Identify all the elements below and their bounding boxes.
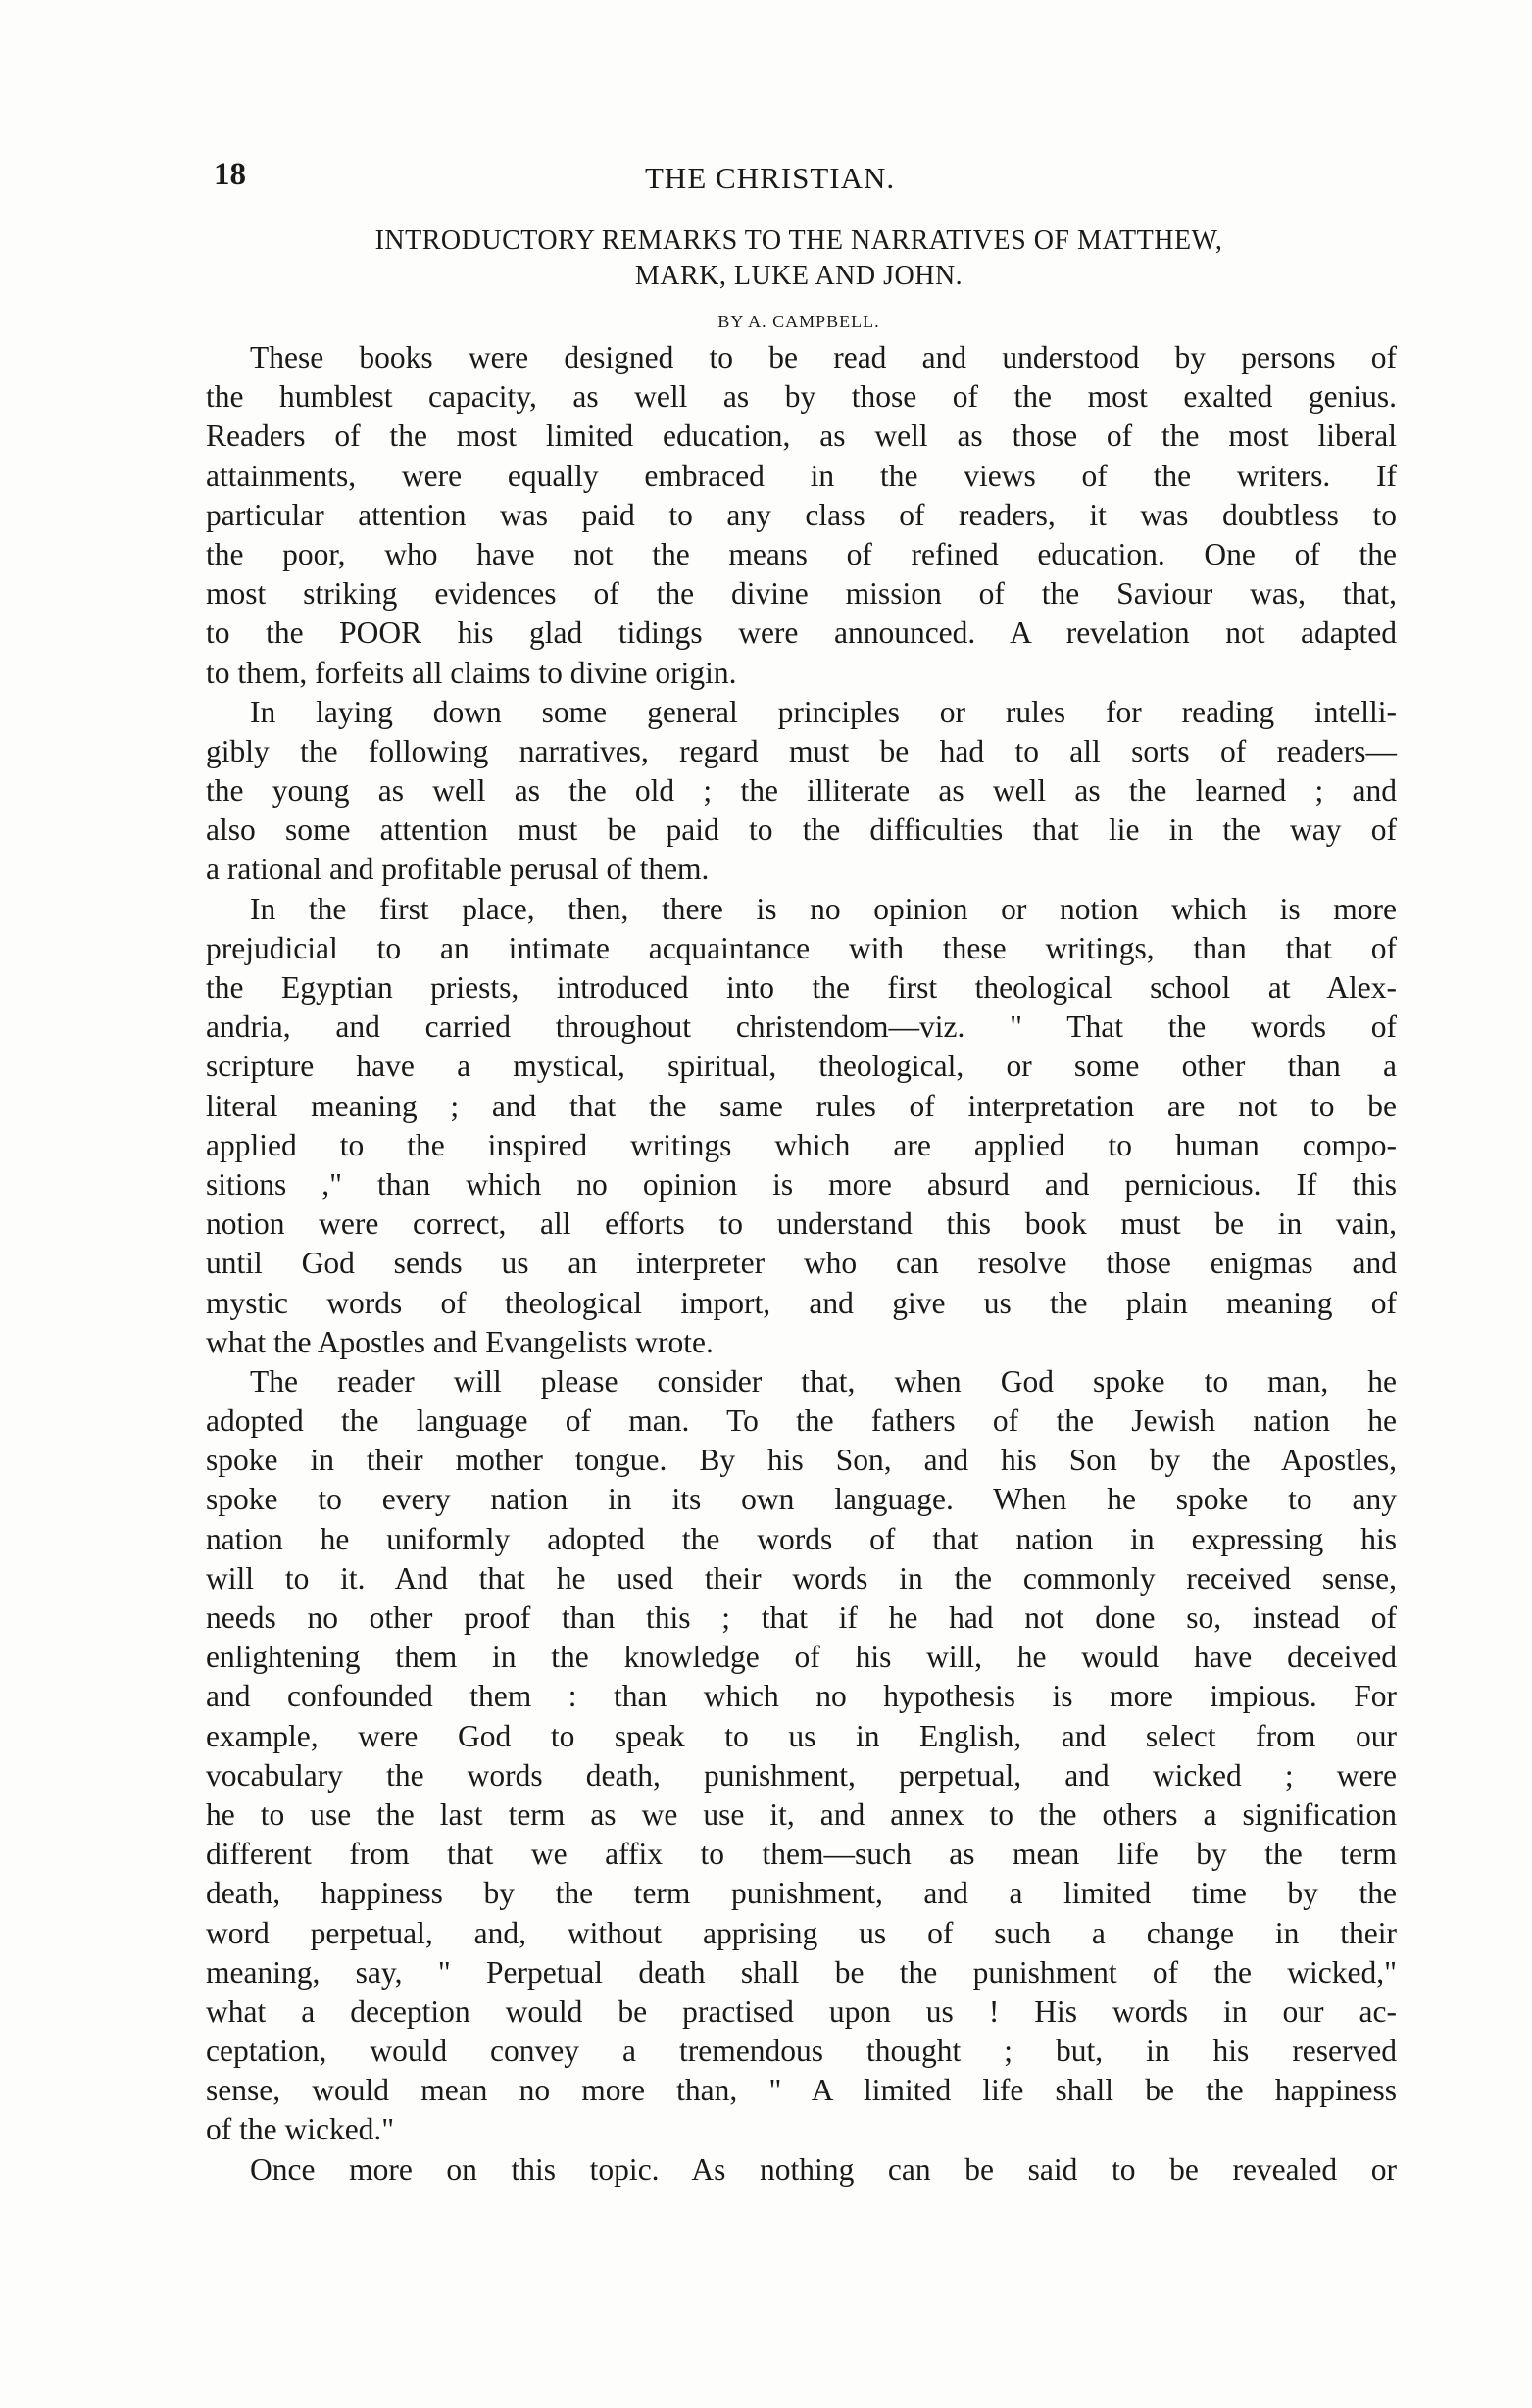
page-number: 18 (214, 157, 246, 192)
text-line: the poor, who have not the means of refined education. One of the (206, 536, 1397, 571)
text-line: notion were correct, all efforts to understand this book must be in vain, (206, 1206, 1397, 1242)
text-line: gibly the following narratives, regard must be had to all sorts of readers— (206, 733, 1397, 768)
text-line: Readers of the most limited education, as well as those of the most liberal (206, 418, 1397, 454)
article-title (196, 223, 1402, 294)
text-line: of the wicked." (206, 2112, 395, 2147)
text-line: also some attention must be paid to the difficulties that lie in the way of (206, 812, 1397, 848)
text-line: nation he uniformly adopted the words of that nation in expressing his (206, 1521, 1397, 1556)
text-line: different from that we affix to them—such as mean life by the term (206, 1837, 1397, 1872)
byline: BY A. CAMPBELL. (717, 312, 880, 331)
text-line: most striking evidences of the divine mission of the Saviour was, that, (206, 576, 1397, 612)
text-line: what a deception would be practised upon us ! His words in our ac- (206, 1993, 1397, 2029)
text-line: sitions ," than which no opinion is more absurd and pernicious. If this (206, 1166, 1397, 1202)
text-line: andria, and carried throughout christendom—viz. " That the words of (206, 1009, 1397, 1045)
text-line: spoke to every nation in its own language. When he spoke to any (206, 1482, 1397, 1517)
text-line: literal meaning ; and that the same rules of interpretation are not to be (206, 1088, 1397, 1123)
text-line: the young as well as the old ; the illiterate as well as the learned ; and (206, 773, 1397, 809)
text-line: adopted the language of man. To the fathers of the Jewish nation he (206, 1403, 1397, 1439)
text-line: example, were God to speak to us in English, and select from our (206, 1718, 1397, 1753)
text-line: he to use the last term as we use it, and annex to the others a signification (206, 1796, 1397, 1832)
text-line: will to it. And that he used their words in the commonly received sense, (206, 1560, 1397, 1596)
text-line: The reader will please consider that, when God spoke to man, he (250, 1363, 1397, 1399)
text-line: the Egyptian priests, introduced into the first theological school at Alex- (206, 970, 1397, 1005)
text-line: and confounded them : than which no hypothesis is more impious. For (206, 1679, 1397, 1714)
text-line: vocabulary the words death, punishment, perpetual, and wicked ; were (206, 1757, 1397, 1793)
text-line: particular attention was paid to any class of readers, it was doubtless to (206, 497, 1397, 532)
text-line: to the POOR his glad tidings were announced. A revelation not adapted (206, 615, 1397, 651)
text-line: until God sends us an interpreter who can resolve those enigmas and (206, 1246, 1397, 1281)
text-line: scripture have a mystical, spiritual, theological, or some other than a (206, 1049, 1397, 1084)
text-line: In laying down some general principles or rules for reading intelli- (250, 694, 1397, 729)
text-line: death, happiness by the term punishment, and a limited time by the (206, 1876, 1397, 1911)
text-line: applied to the inspired writings which are applied to human compo- (206, 1127, 1397, 1162)
text-line: to them, forfeits all claims to divine origin. (206, 655, 737, 690)
text-line: These books were designed to be read and understood by persons of (250, 340, 1397, 374)
text-line: a rational and profitable perusal of them. (206, 852, 710, 887)
body-text (206, 338, 1397, 2189)
text-line: mystic words of theological import, and give us the plain meaning of (206, 1285, 1397, 1320)
text-line: spoke in their mother tongue. By his Son, and his Son by the Apostles, (206, 1443, 1397, 1478)
text-line: the humblest capacity, as well as by those of the most exalted genius. (206, 379, 1397, 415)
title-line: INTRODUCTORY REMARKS TO THE NARRATIVES OF MATTHEW, (374, 225, 1223, 256)
text-line: ceptation, would convey a tremendous thought ; but, in his reserved (206, 2034, 1397, 2069)
text-line: word perpetual, and, without apprising us of such a change in their (206, 1915, 1397, 1950)
text-line: meaning, say, " Perpetual death shall be the punishment of the wicked," (206, 1954, 1397, 1990)
text-line: sense, would mean no more than, " A limited life shall be the happiness (206, 2073, 1397, 2108)
running-head: THE CHRISTIAN. (645, 161, 896, 195)
page-header (214, 157, 1390, 204)
text-line: attainments, were equally embraced in the views of the writers. If (206, 458, 1397, 493)
title-line: MARK, LUKE AND JOHN. (634, 261, 964, 291)
text-line: what the Apostles and Evangelists wrote. (206, 1324, 714, 1359)
text-line: enlightening them in the knowledge of his will, he would have deceived (206, 1640, 1397, 1675)
text-line: Once more on this topic. As nothing can be said to be revealed or (250, 2151, 1397, 2187)
text-line: prejudicial to an intimate acquaintance with these writings, than that of (206, 930, 1397, 965)
text-line: needs no other proof than this ; that if he had not done so, instead of (206, 1600, 1397, 1635)
text-line: In the first place, then, there is no opinion or notion which is more (250, 891, 1397, 926)
